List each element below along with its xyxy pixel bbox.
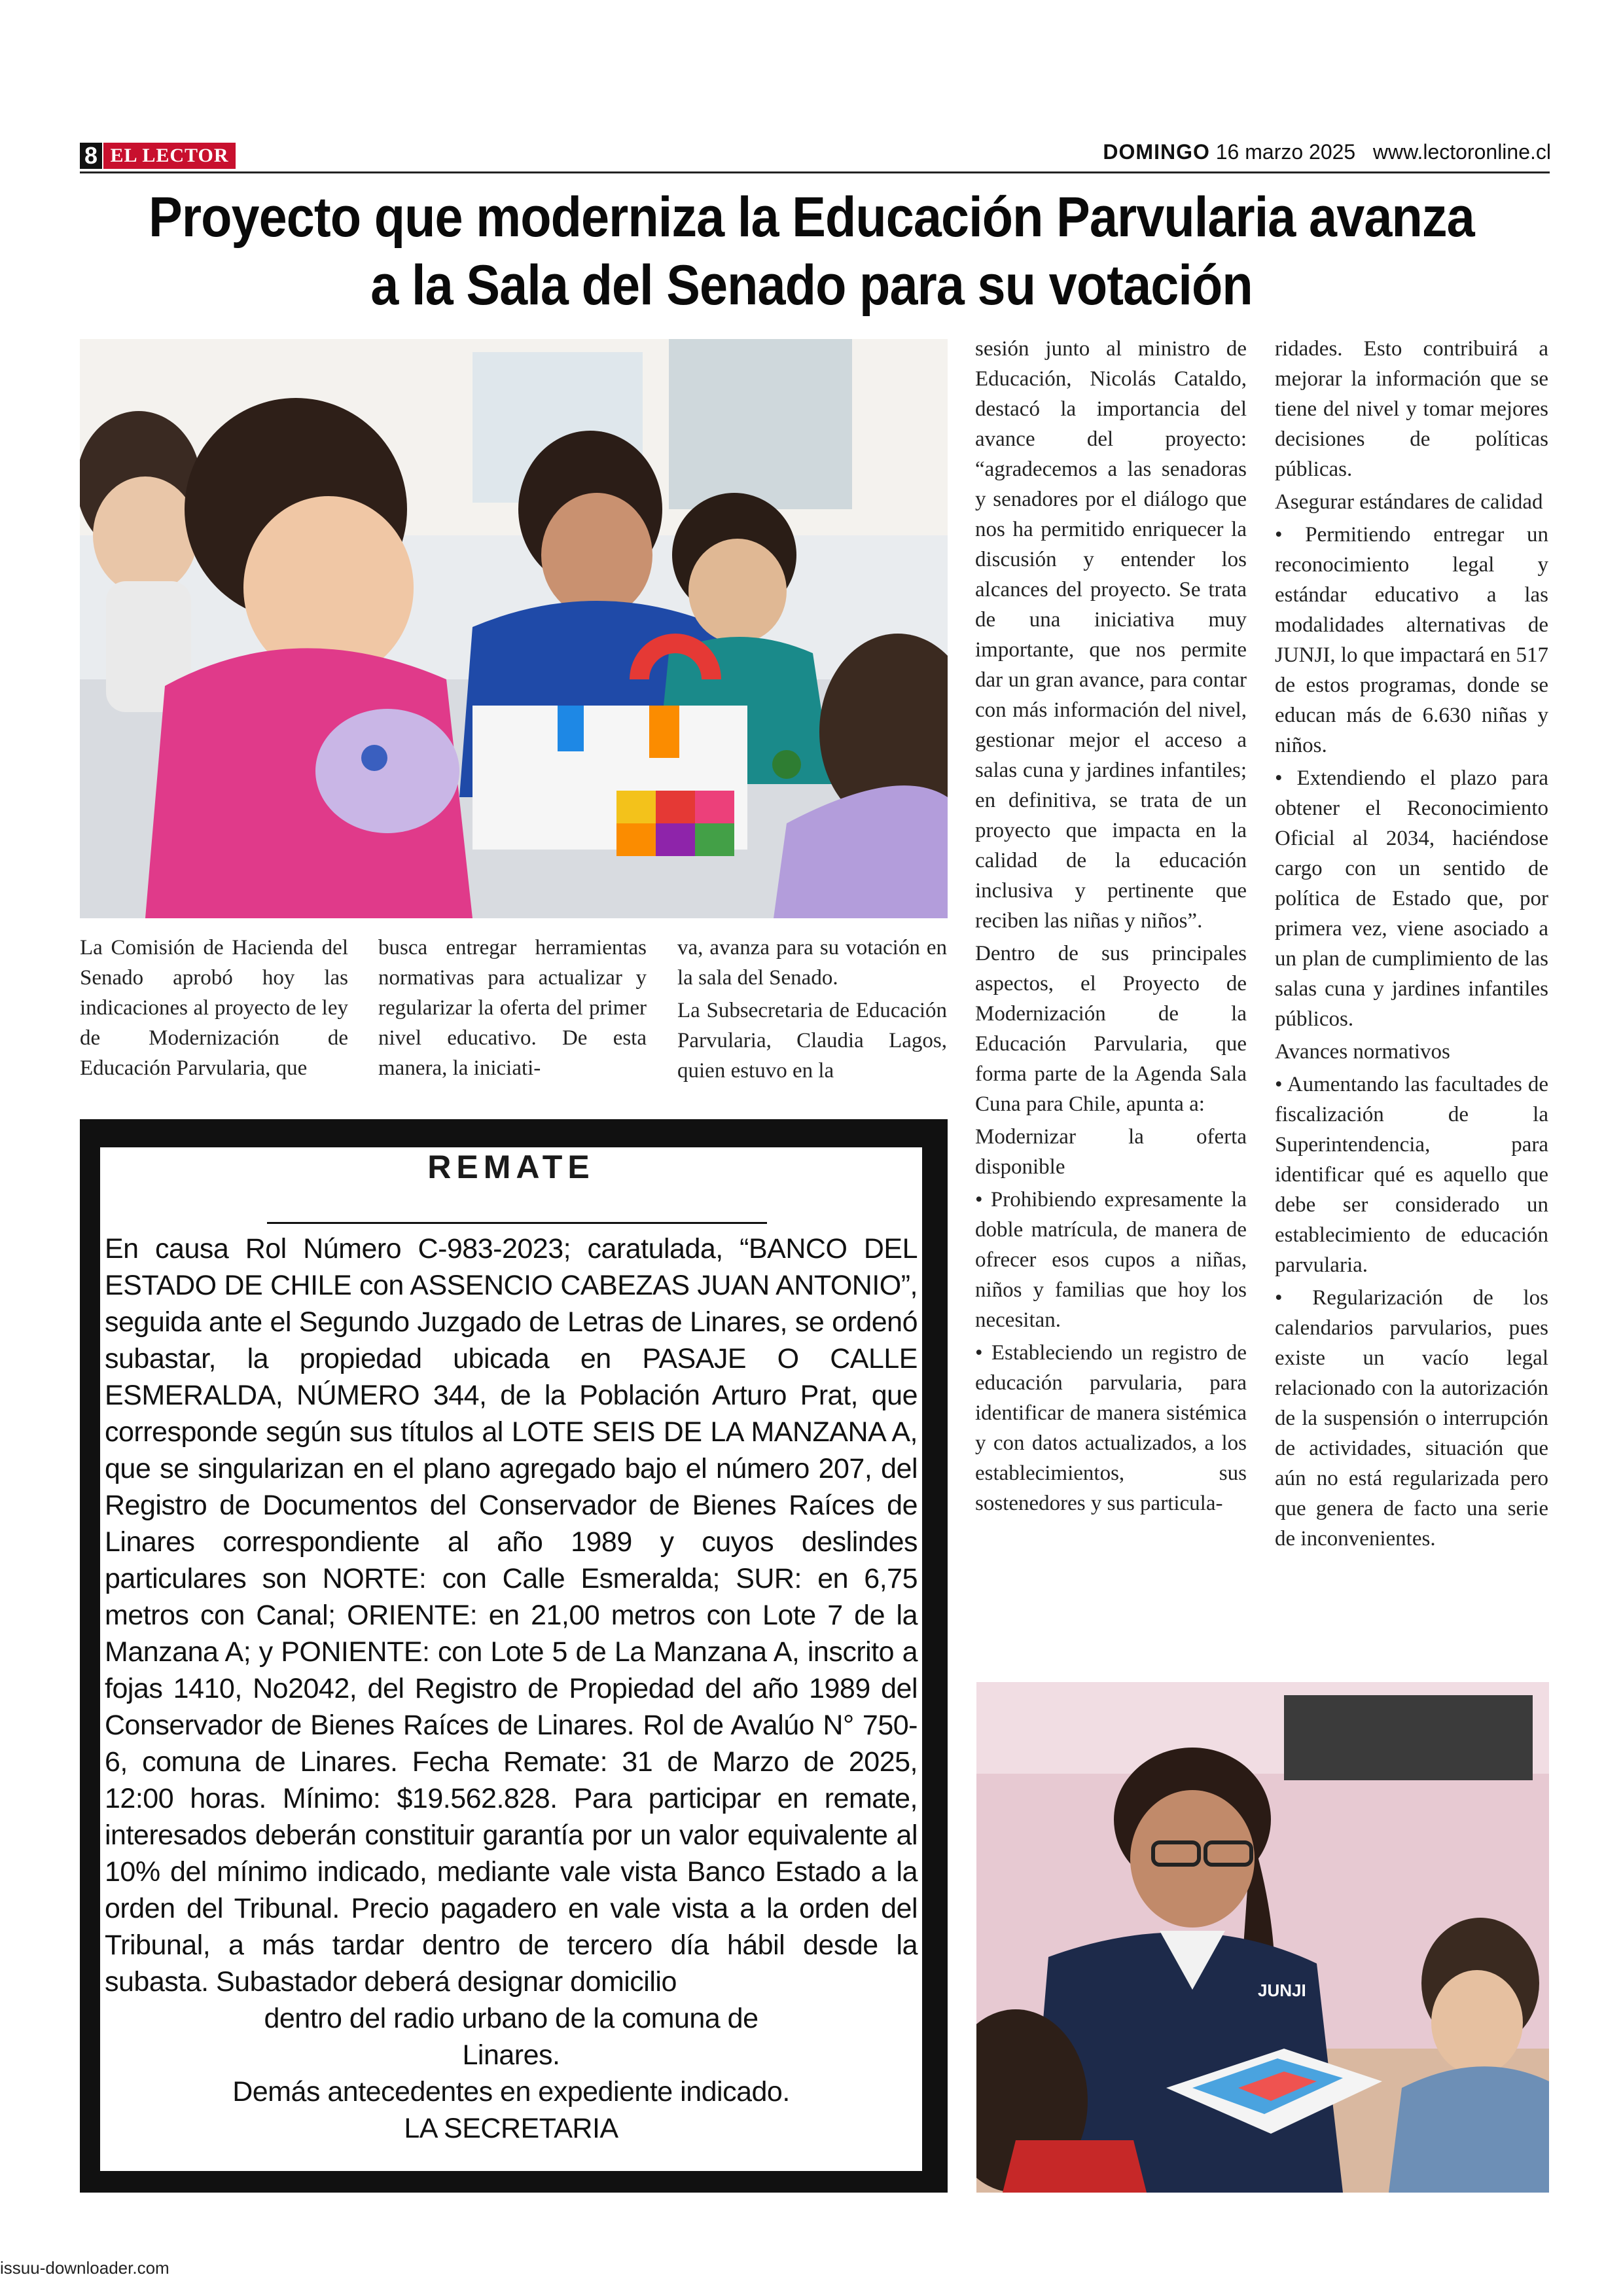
article-col4-p2: Dentro de sus principales aspectos, el Proyecto de Modernización de la Educación Parvularia, que forma parte de la Agenda Sala Cuna para Chile, apunta a: <box>975 942 1247 1116</box>
junji-badge: JUNJI <box>1258 1981 1306 2000</box>
article-col5-bullet-3: • Aumentando las facultades de fiscalización de la Superintendencia, para identificar qué es aquello que debe ser considerado un establecimiento de educación parvularia. <box>1275 1073 1548 1277</box>
article-col4-subhead: Modernizar la oferta disponible <box>975 1125 1247 1179</box>
remate-signature: LA SECRETARIA <box>404 2113 618 2144</box>
article-col2-text: busca entregar herramientas normativas para actualizar y regularizar la oferta del primer nivel educativo. De esta manera, la iniciati- <box>378 936 647 1080</box>
remate-title-underline <box>267 1222 767 1224</box>
article-col4-bullet-1: • Prohibiendo expresamente la doble matrícula, de manera de ofrecer esos cupos a niñas, niños y familias que hoy los necesitan. <box>975 1188 1247 1332</box>
article-col5-subhead-2: Avances normativos <box>1275 1040 1450 1064</box>
article-column-3 <box>677 933 947 1088</box>
remate-title: REMATE <box>427 1149 595 1185</box>
article-column-5 <box>1275 334 1548 1556</box>
article-column-1 <box>80 933 348 1086</box>
article-column-2 <box>378 933 647 1086</box>
headline: Proyecto que moderniza la Educación Parvularia avanza a la Sala del Senado para su votación <box>149 186 1474 317</box>
header-day: DOMINGO <box>1103 140 1210 164</box>
header-info <box>1103 140 1551 164</box>
article-col1-text: La Comisión de Hacienda del Senado aprobó hoy las indicaciones al proyecto de ley de Modernización de Educación Parvularia, que <box>80 936 348 1080</box>
footer-watermark: issuu-downloader.com <box>0 2258 169 2278</box>
article-column-4 <box>975 334 1247 1521</box>
teacher-reading-photo <box>976 1682 1549 2193</box>
remate-text: En causa Rol Número C-983-2023; caratulada, “BANCO DEL ESTADO DE CHILE con ASSENCIO CABEZAS JUAN ANTONIO”, seguida ante el Segundo Juzgado de Letras de Linares, se ordenó subastar, la propiedad ubicada en PASAJE O CALLE ESMERALDA, NÚMERO 344, de la Población Arturo Prat, que corresponde según sus títulos al LOTE SEIS DE LA MANZANA A, que se singularizan en el plano agregado bajo el número 207, del Registro de Documentos del Conservador de Bienes Raíces de Linares correspondiente al año 1989 y cuyos deslindes particulares son NORTE: con Calle Esmeralda; SUR: en 6,75 metros con Canal; ORIENTE: en 21,00 metros con Lote 7 de la Manzana A; y PONIENTE: con Lote 5 de La Manzana A, inscrito a fojas 1410, No2042, del Registro de Propiedad del año 1989 del Conservador de Bienes Raíces de Linares. Rol de Avalúo N° 750-6, comuna de Linares. Fecha Remate: 31 de Marzo de 2025, 12:00 horas. Mínimo: $19.562.828. Para participar en remate, interesados deberán constituir garantía por un valor equivalente al 10% del mínimo indicado, mediante vale vista Banco Estado a la orden del Tribunal. Precio pagadero en vale vista a la orden del Tribunal, a más tardar dentro de tercero día hábil desde la subasta. Subastador deberá designar domicilio <box>105 1233 918 1998</box>
article-col3-p2: La Subsecretaria de Educación Parvularia, Claudia Lagos, quien estuvo en la <box>677 999 947 1083</box>
newspaper-logo: EL LECTOR <box>103 143 236 169</box>
article-col5-bullet-2: • Extendiendo el plazo para obtener el Reconocimiento Oficial al 2034, haciéndose cargo con un sentido de política de Estado que, por primera vez, viene asociado a un plan de cumplimiento de las salas cuna y jardines infantiles públicos. <box>1275 766 1548 1031</box>
header-website[interactable]: www.lectoronline.cl <box>1372 140 1551 164</box>
header-date: 16 marzo 2025 <box>1215 140 1356 164</box>
remate-closing-1: dentro del radio urbano de la comuna de <box>264 2003 758 2034</box>
article-col5-bullet-4: • Regularización de los calendarios parvularios, pues existe un vacío legal relacionado con la autorización de la suspensión o interrupción de actividades, situación que aún no está regularizada pero que genera de facto una serie de inconvenientes. <box>1275 1286 1548 1551</box>
article-col5-bullet-1: • Permitiendo entregar un reconocimiento legal y estándar educativo a las modalidades alternativas de JUNJI, lo que impactará en 517 de estos programas, donde se educan más de 6.630 niñas y niños. <box>1275 523 1548 757</box>
children-classroom-photo <box>80 339 948 918</box>
article-col3-p1: va, avanza para su votación en la sala del Senado. <box>677 936 947 990</box>
article-col4-p1: sesión junto al ministro de Educación, Nicolás Cataldo, destacó la importancia del avance del proyecto: “agradecemos a las senadoras y senadores por el diálogo que nos ha permitido enriquecer la discusión y entender los alcances del proyecto. Se trata de una iniciativa muy importante, que nos permite dar un gran avance, para contar con más información del nivel, gestionar mejor el acceso a salas cuna y jardines infantiles; en definitiva, se trata de un proyecto que impacta en la calidad de la educación inclusiva y pertinente que reciben las niñas y niños”. <box>975 337 1247 933</box>
remate-body <box>105 1230 918 2147</box>
header-divider <box>80 171 1550 173</box>
article-col5-p1: ridades. Esto contribuirá a mejorar la información que se tiene del nivel y tomar mejores decisiones de políticas públicas. <box>1275 337 1548 481</box>
article-col4-bullet-2: • Estableciendo un registro de educación parvularia, para identificar de manera sistémica y con datos actualizados, a los establecimientos, sus sostenedores y sus particula- <box>975 1341 1247 1515</box>
page-number: 8 <box>80 143 102 169</box>
remate-closing-3: Demás antecedentes en expediente indicado. <box>232 2076 790 2108</box>
remate-closing-2: Linares. <box>462 2039 560 2071</box>
article-col5-subhead-1: Asegurar estándares de calidad <box>1275 490 1543 514</box>
